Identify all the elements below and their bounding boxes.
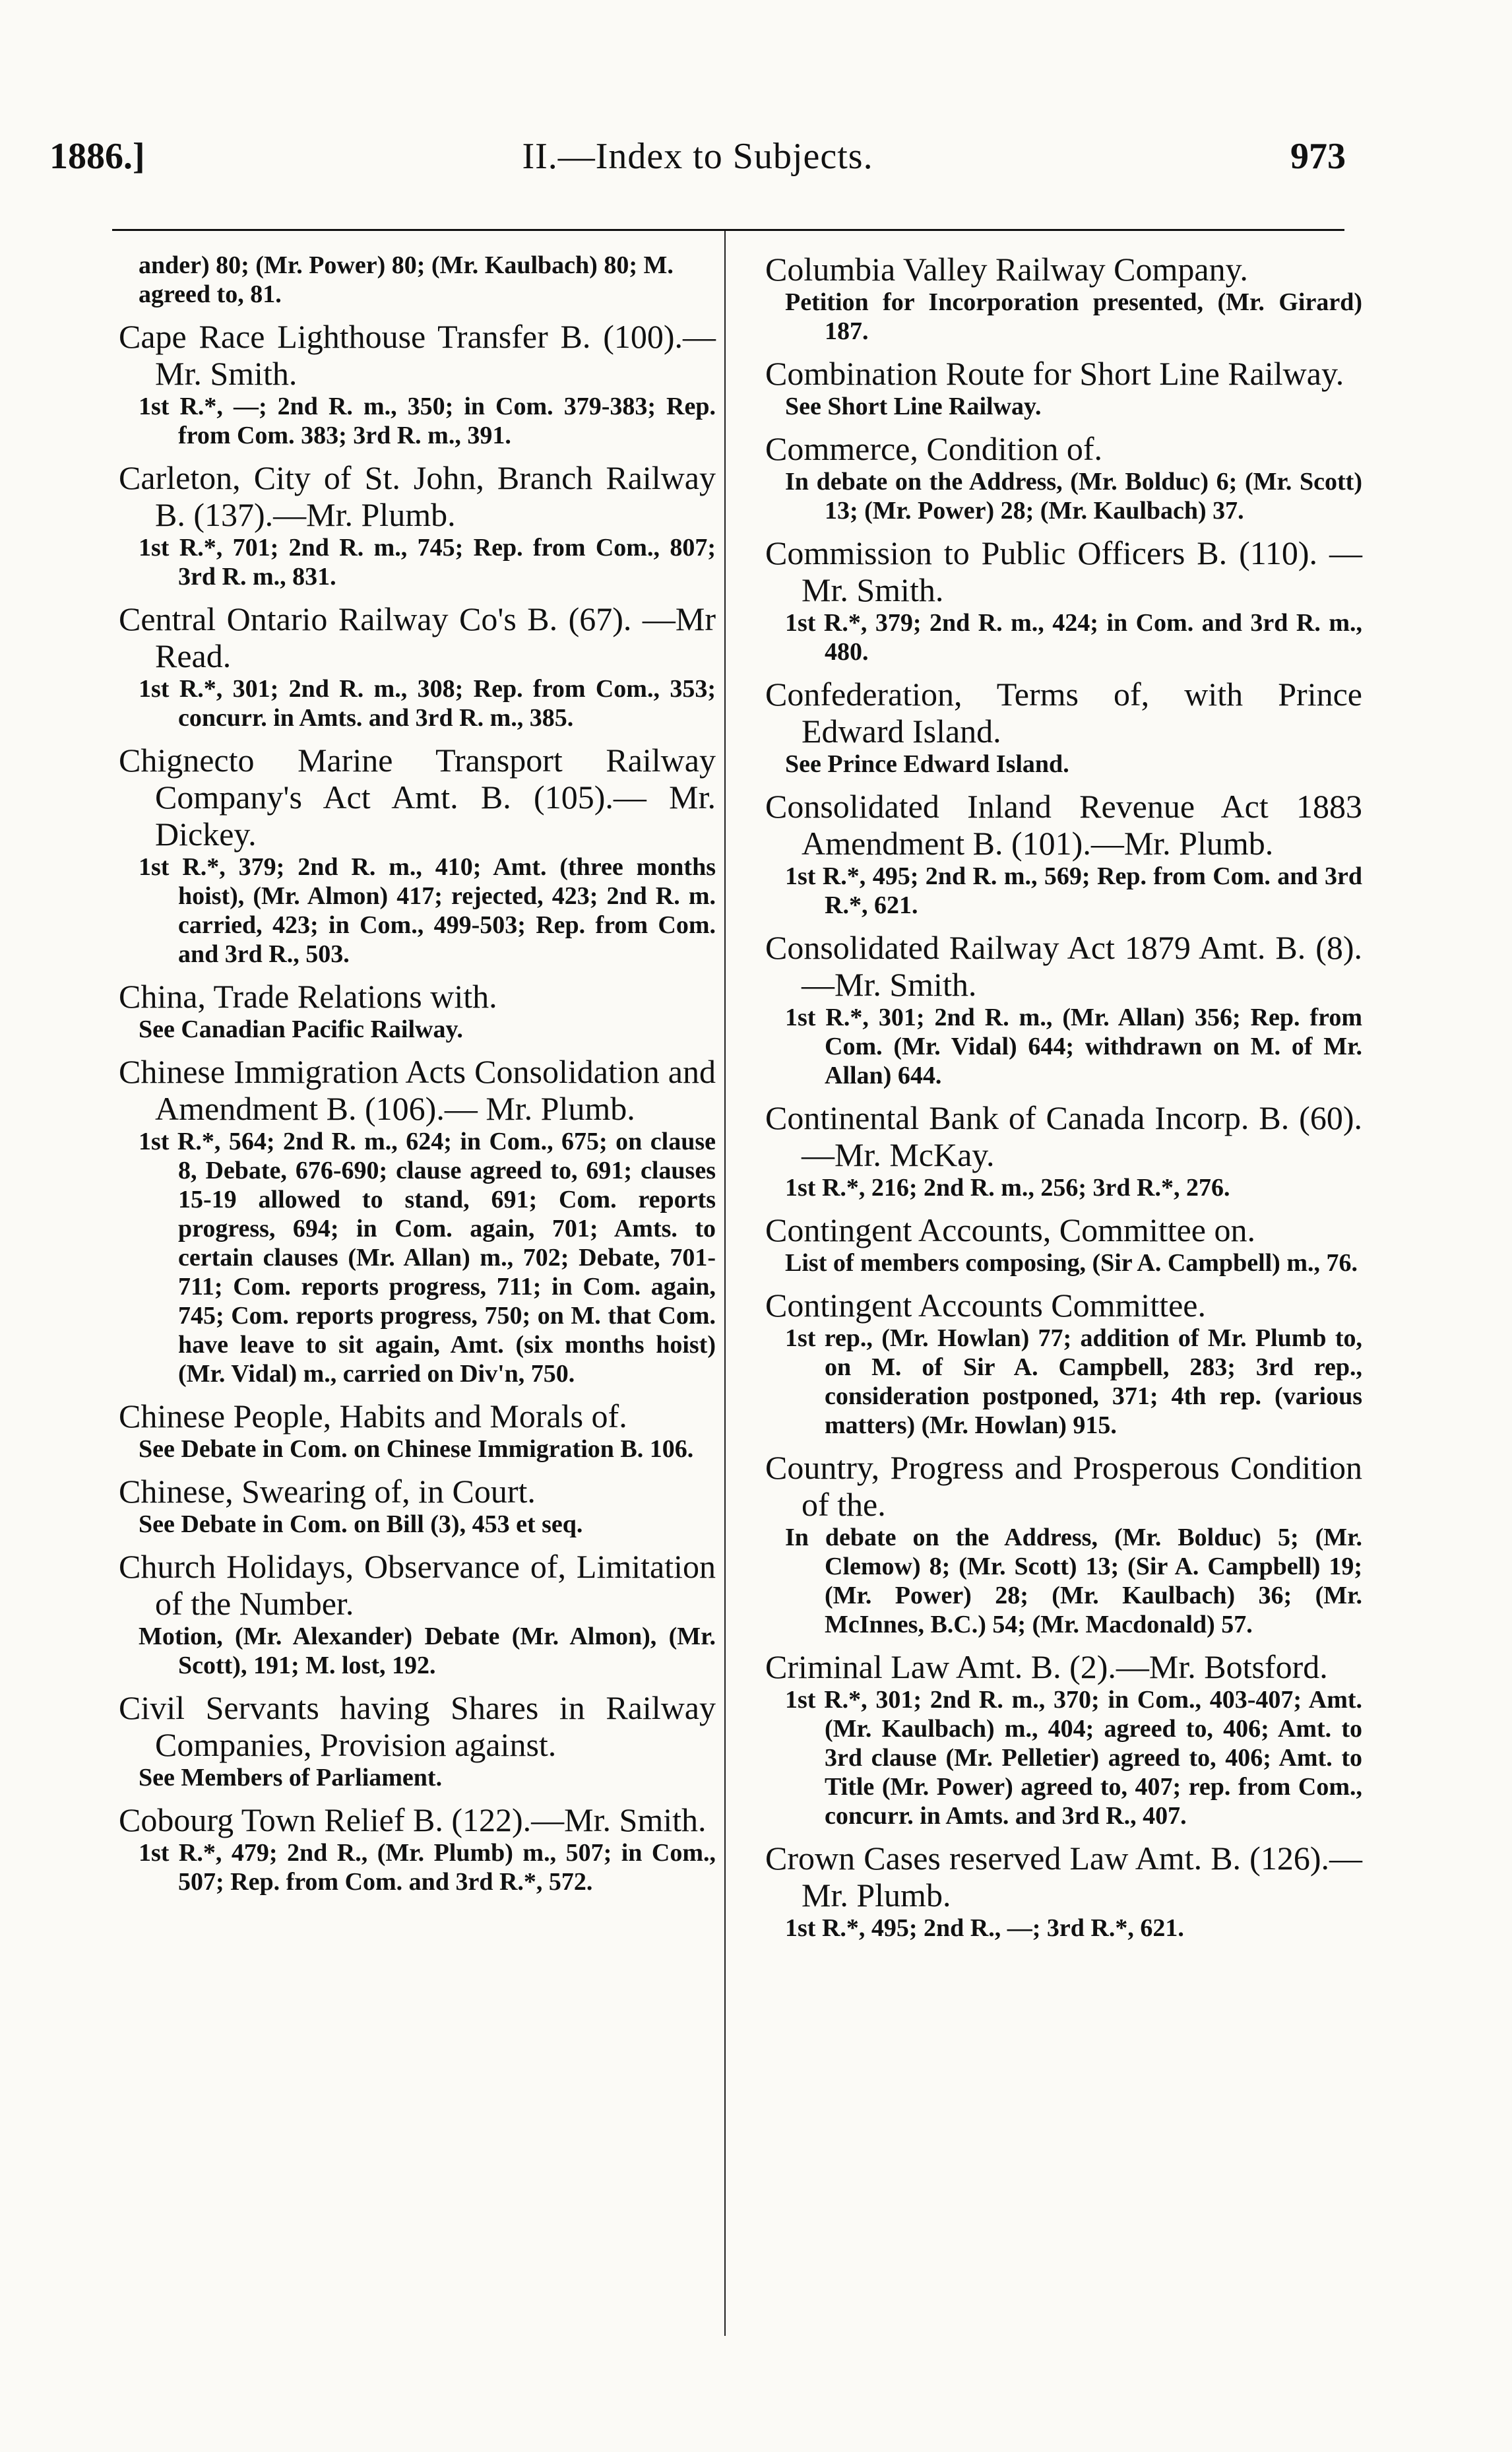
left-column xyxy=(119,251,716,1906)
entry-reference: ander) 80; (Mr. Power) 80; (Mr. Kaulbach) 80; M. agreed to, 81. xyxy=(139,251,674,308)
entry-reference: Motion, (Mr. Alexander) Debate (Mr. Almon), (Mr. Scott), 191; M. lost, 192. xyxy=(139,1623,716,1679)
entry-reference: 1st R.*, 216; 2nd R. m., 256; 3rd R.*, 276. xyxy=(785,1174,1230,1202)
entry-heading: Crown Cases reserved Law Amt. B. (126).—Mr. Plumb. xyxy=(765,1840,1362,1914)
entry-heading: Carleton, City of St. John, Branch Railway B. (137).—Mr. Plumb. xyxy=(119,459,716,533)
entry-heading: Confederation, Terms of, with Prince Edward Island. xyxy=(765,676,1362,750)
entry-reference: See Debate in Com. on Bill (3), 453 et seq. xyxy=(139,1510,583,1538)
running-header xyxy=(49,135,1346,188)
entry-reference: 1st R.*, 479; 2nd R., (Mr. Plumb) m., 507; in Com., 507; Rep. from Com. and 3rd R.*, 572. xyxy=(139,1839,716,1896)
index-entry xyxy=(765,355,1362,421)
entry-heading: Country, Progress and Prosperous Condition of the. xyxy=(765,1449,1362,1523)
index-entry xyxy=(765,1099,1362,1202)
index-entry xyxy=(119,1689,716,1792)
entry-heading: Continental Bank of Canada Incorp. B. (60).—Mr. McKay. xyxy=(765,1099,1362,1173)
entry-reference: 1st R.*, 301; 2nd R. m., (Mr. Allan) 356; Rep. from Com. (Mr. Vidal) 644; withdrawn on M. of Mr. Allan) 644. xyxy=(785,1004,1362,1089)
index-entry xyxy=(119,742,716,969)
entry-heading: Civil Servants having Shares in Railway Companies, Provision against. xyxy=(119,1689,716,1763)
entry-heading: Cobourg Town Relief B. (122).—Mr. Smith. xyxy=(119,1801,707,1838)
entry-reference: 1st R.*, 379; 2nd R. m., 424; in Com. and 3rd R. m., 480. xyxy=(785,609,1362,666)
index-entry xyxy=(765,1840,1362,1943)
entry-heading: Chinese People, Habits and Morals of. xyxy=(119,1398,627,1435)
header-title: II.—Index to Subjects. xyxy=(522,136,873,177)
entry-heading: Central Ontario Railway Co's B. (67). —Mr Read. xyxy=(119,600,716,674)
index-entry xyxy=(765,534,1362,666)
index-entry xyxy=(119,1548,716,1680)
header-rule xyxy=(112,229,1344,231)
entry-reference: See Short Line Railway. xyxy=(785,393,1042,420)
entry-reference: In debate on the Address, (Mr. Bolduc) 5; (Mr. Clemow) 8; (Mr. Scott) 13; (Sir A. Campbell) 19; (Mr. Power) 28; (Mr. Kaulbach) 36; (Mr. McInnes, B.C.) 54; (Mr. Macdonald) 57. xyxy=(785,1524,1362,1638)
entry-reference: 1st R.*, 495; 2nd R. m., 569; Rep. from Com. and 3rd R.*, 621. xyxy=(785,862,1362,919)
entry-heading: Chignecto Marine Transport Railway Company's Act Amt. B. (105).— Mr. Dickey. xyxy=(119,742,716,853)
entry-reference: 1st R.*, 495; 2nd R., —; 3rd R.*, 621. xyxy=(785,1914,1184,1942)
index-entry xyxy=(119,318,716,450)
entry-reference: See Canadian Pacific Railway. xyxy=(139,1016,463,1043)
entry-reference: See Debate in Com. on Chinese Immigration B. 106. xyxy=(139,1435,694,1463)
entry-heading: Chinese, Swearing of, in Court. xyxy=(119,1473,536,1510)
index-entry xyxy=(119,600,716,732)
index-entry xyxy=(765,251,1362,346)
entry-heading: Commerce, Condition of. xyxy=(765,430,1103,467)
index-entry xyxy=(765,1211,1362,1277)
entry-reference: In debate on the Address, (Mr. Bolduc) 6; (Mr. Scott) 13; (Mr. Power) 28; (Mr. Kaulbach) 37. xyxy=(785,468,1362,525)
entry-heading: Consolidated Inland Revenue Act 1883 Amendment B. (101).—Mr. Plumb. xyxy=(765,788,1362,862)
index-entry xyxy=(765,676,1362,779)
entry-reference: 1st R.*, 701; 2nd R. m., 745; Rep. from Com., 807; 3rd R. m., 831. xyxy=(139,534,716,591)
entry-heading: Contingent Accounts, Committee on. xyxy=(765,1211,1255,1248)
entry-heading: Cape Race Lighthouse Transfer B. (100).—Mr. Smith. xyxy=(119,318,716,392)
index-entry xyxy=(765,929,1362,1090)
column-divider xyxy=(724,231,726,2336)
index-entry xyxy=(119,1053,716,1388)
index-entry xyxy=(119,1801,716,1896)
entry-reference: 1st R.*, 564; 2nd R. m., 624; in Com., 675; on clause 8, Debate, 676-690; clause agreed to, 691; clauses 15-19 allowed to stand, 691; Com. reports progress, 694; in Com. again, 701; Amts. to certain clauses (Mr. Allan) m., 702; Debate, 701-711; Com. reports progress, 711; in Com. again, 745; Com. reports progress, 750; on M. that Com. have leave to sit again, Amt. (six months hoist) (Mr. Vidal) m., carried on Div'n, 750. xyxy=(139,1128,716,1388)
entry-reference: See Prince Edward Island. xyxy=(785,750,1069,778)
page-number: 973 xyxy=(1290,136,1346,177)
entry-heading: Church Holidays, Observance of, Limitation of the Number. xyxy=(119,1548,716,1622)
index-entry xyxy=(119,459,716,591)
entry-heading: Contingent Accounts Committee. xyxy=(765,1287,1206,1324)
entry-heading: Combination Route for Short Line Railway. xyxy=(765,355,1344,392)
header-year: 1886.] xyxy=(49,136,145,177)
index-entry xyxy=(119,251,716,309)
index-entry xyxy=(119,978,716,1044)
index-entry xyxy=(765,788,1362,920)
entry-heading: Commission to Public Officers B. (110). —Mr. Smith. xyxy=(765,534,1362,608)
entry-reference: 1st R.*, 301; 2nd R. m., 370; in Com., 403-407; Amt. (Mr. Kaulbach) m., 404; agreed to, 406; Amt. to 3rd clause (Mr. Pelletier) agreed to, 406; Amt. to Title (Mr. Power) agreed to, 407; rep. from Com., concurr. in Amts. and 3rd R., 407. xyxy=(785,1686,1362,1830)
entry-reference: 1st rep., (Mr. Howlan) 77; addition of Mr. Plumb to, on M. of Sir A. Campbell, 283; 3rd rep., consideration postponed, 371; 4th rep. (various matters) (Mr. Howlan) 915. xyxy=(785,1324,1362,1439)
index-entry xyxy=(765,1648,1362,1830)
right-column xyxy=(765,251,1362,1952)
index-entry xyxy=(119,1398,716,1464)
index-entry xyxy=(765,1449,1362,1639)
entry-heading: China, Trade Relations with. xyxy=(119,978,497,1015)
entry-reference: 1st R.*, 301; 2nd R. m., 308; Rep. from Com., 353; concurr. in Amts. and 3rd R. m., 385. xyxy=(139,675,716,732)
entry-reference: See Members of Parliament. xyxy=(139,1764,443,1791)
entry-heading: Criminal Law Amt. B. (2).—Mr. Botsford. xyxy=(765,1648,1328,1685)
entry-reference: Petition for Incorporation presented, (Mr. Girard) 187. xyxy=(785,288,1362,345)
index-entry xyxy=(765,1287,1362,1440)
entry-reference: 1st R.*, 379; 2nd R. m., 410; Amt. (three months hoist), (Mr. Almon) 417; rejected, 423; 2nd R. m. carried, 423; in Com., 499-503; Rep. from Com. and 3rd R., 503. xyxy=(139,853,716,968)
entry-reference: List of members composing, (Sir A. Campbell) m., 76. xyxy=(785,1249,1358,1277)
entry-reference: 1st R.*, —; 2nd R. m., 350; in Com. 379-383; Rep. from Com. 383; 3rd R. m., 391. xyxy=(139,393,716,449)
entry-heading: Columbia Valley Railway Company. xyxy=(765,251,1248,288)
entry-heading: Consolidated Railway Act 1879 Amt. B. (8).—Mr. Smith. xyxy=(765,929,1362,1003)
index-entry xyxy=(765,430,1362,525)
entry-heading: Chinese Immigration Acts Consolidation and Amendment B. (106).— Mr. Plumb. xyxy=(119,1053,716,1127)
index-entry xyxy=(119,1473,716,1539)
